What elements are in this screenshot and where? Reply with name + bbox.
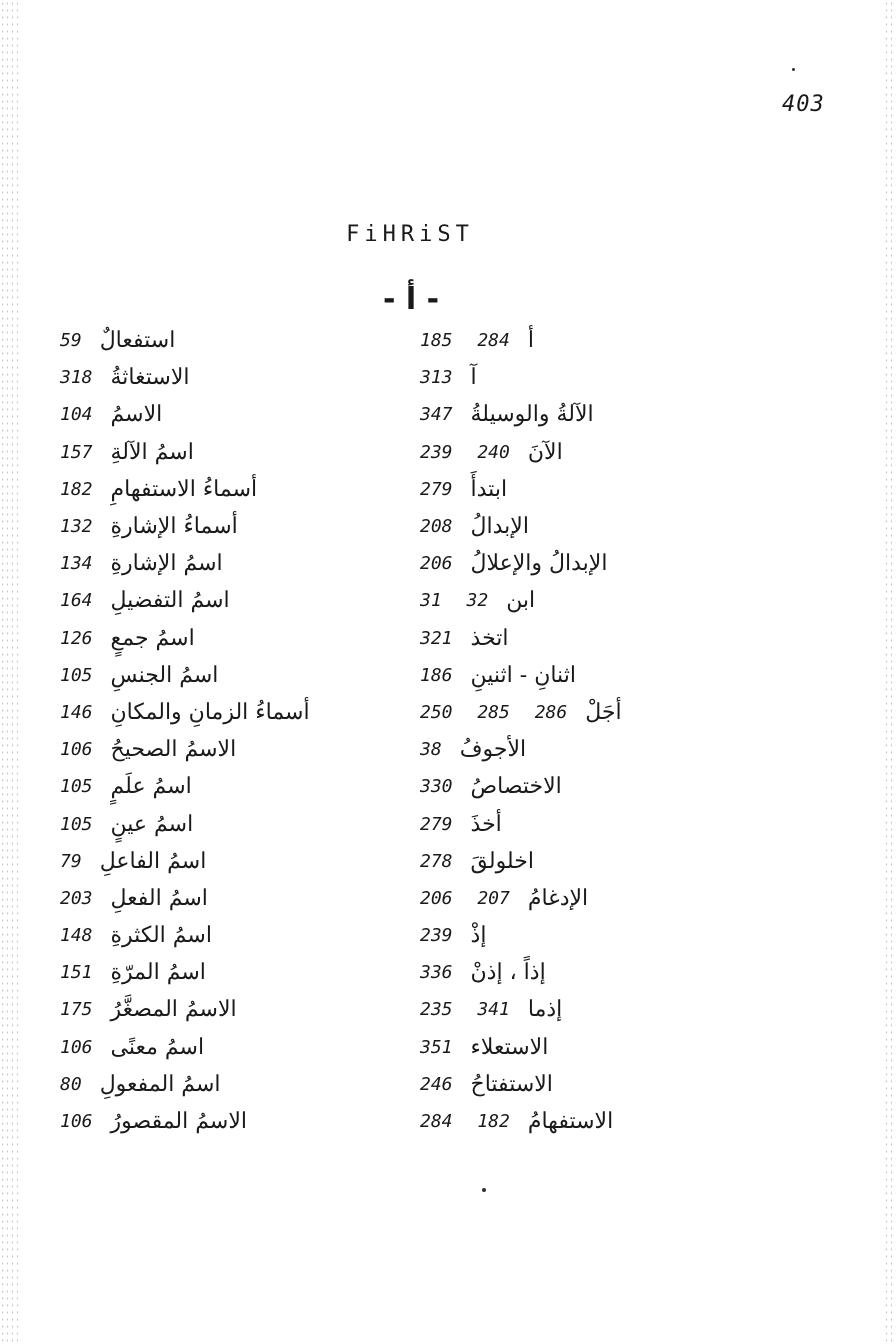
index-entry [60,396,345,433]
index-entry [60,657,345,694]
index-page-refs: 80 [60,1073,82,1095]
index-term: اسمُ الإشارةِ [110,551,223,577]
index-page-refs: 278 [420,850,453,872]
index-entry [60,1066,345,1103]
index-entry [60,359,345,396]
index-term: الإبدالُ [470,514,529,540]
index-page-refs: 279 [420,478,453,500]
index-term: الاسمُ الصحيحُ [110,737,237,763]
index-entry [420,1029,725,1066]
index-term: اسمُ الكثرةِ [110,923,212,949]
index-term: الاستعلاء [470,1034,549,1060]
index-entry [60,805,345,842]
index-entry [420,620,725,657]
index-page-refs: 148 [60,925,93,947]
index-page-refs: 336 [420,962,453,984]
index-entry [420,954,725,991]
index-page-refs: 38 [420,739,442,761]
index-page-refs: 284 182 [420,1111,510,1133]
index-entry [420,471,725,508]
index-page-refs: 235 341 [420,999,510,1021]
index-entry [420,545,725,582]
index-page-refs: 185 284 [420,330,510,352]
index-entry [420,843,725,880]
index-entry [60,582,345,619]
index-entry [60,508,345,545]
index-page-refs: 186 [420,664,453,686]
index-entry [420,768,725,805]
index-entry [420,1103,725,1140]
index-entry [420,731,725,768]
index-term: الاستغاثةُ [110,365,190,391]
index-term: اسمُ معنًى [110,1034,205,1060]
index-entry [60,545,345,582]
index-page-refs: 208 [420,516,453,538]
index-column-right [420,322,725,1140]
index-term: اسمُ التفضيلِ [110,588,230,614]
index-entry [60,1103,345,1140]
index-term: اسمُ عينٍ [110,811,194,837]
index-term: ابن [506,588,536,614]
index-page-refs: 206 [420,553,453,575]
section-letter: - أ - [382,282,440,317]
index-page-refs: 134 [60,553,93,575]
index-page-refs: 106 [60,739,93,761]
index-entry [60,1029,345,1066]
index-term: أجَلْ [585,699,622,725]
index-entry [420,657,725,694]
index-page-refs: 151 [60,962,93,984]
index-term: الآنَ [527,439,563,465]
index-page-refs: 330 [420,776,453,798]
index-term: الاختصاصُ [470,774,562,800]
index-term: الاسمُ المقصورُ [110,1109,247,1135]
index-term: الإبدالُ والإعلالُ [470,551,608,577]
index-term: اسمُ جمعٍ [110,625,195,651]
index-page-refs: 321 [420,627,453,649]
index-entry [420,880,725,917]
index-page-refs: 246 [420,1073,453,1095]
index-entry [420,359,725,396]
index-page-refs: 104 [60,404,93,426]
index-term: اخلولقَ [470,848,534,874]
index-term: أسماءُ الاستفهامِ [110,476,258,502]
index-entry [60,694,345,731]
index-entry [420,917,725,954]
index-entry [60,954,345,991]
index-page-refs: 239 240 [420,441,510,463]
index-page-refs: 318 [60,367,93,389]
index-term: اسمُ الجنسِ [110,662,219,688]
index-term: اثنانِ - اثنينِ [470,662,576,688]
index-page-refs: 105 [60,776,93,798]
scan-edge-right [884,0,896,1344]
index-entry [420,582,725,619]
index-term: أ [527,328,534,354]
index-entry [420,694,725,731]
index-page-refs: 106 [60,1111,93,1133]
index-entry [60,434,345,471]
index-term: الاستفهامُ [527,1109,614,1135]
index-entry [420,805,725,842]
index-page-refs: 132 [60,516,93,538]
index-entry [60,768,345,805]
index-term: اسمُ الفعلِ [110,885,208,911]
index-term: الآلةُ والوسيلةُ [470,402,594,428]
index-page-refs: 164 [60,590,93,612]
page-title: FiHRiST [346,222,474,247]
index-entry [420,508,725,545]
index-term: أسماءُ الزمانِ والمكانِ [110,699,310,725]
index-term: اسمُ علَمٍ [110,774,192,800]
index-entry [420,991,725,1028]
index-page-refs: 31 32 [420,590,489,612]
index-term: اسمُ الفاعلِ [99,848,207,874]
index-page-refs: 206 207 [420,887,510,909]
index-term: إذما [527,997,563,1023]
index-page-refs: 146 [60,701,93,723]
index-page-refs: 105 [60,664,93,686]
index-term: ابتدأَ [470,476,508,502]
index-term: اسمُ الآلةِ [110,439,194,465]
index-page-refs: 250 285 286 [420,701,568,723]
index-term: الاسمُ المصغَّرُ [110,997,237,1023]
index-entry [60,620,345,657]
index-term: الاستفتاحُ [470,1071,553,1097]
ink-speck [482,1188,486,1192]
index-page-refs: 157 [60,441,93,463]
index-page-refs: 175 [60,999,93,1021]
index-page-refs: 347 [420,404,453,426]
index-entry [60,917,345,954]
index-term: إذاً ، إذنْ [470,960,546,986]
index-page-refs: 313 [420,367,453,389]
index-term: اسمُ المرّةِ [110,960,206,986]
index-entry [420,322,725,359]
index-term: أسماءُ الإشارةِ [110,514,238,540]
index-page-refs: 279 [420,813,453,835]
index-term: الأجوفُ [459,737,527,763]
index-term: الإدغامُ [527,885,589,911]
index-page-refs: 239 [420,925,453,947]
index-entry [420,434,725,471]
index-column-left [60,322,345,1140]
index-page-refs: 105 [60,813,93,835]
index-page-refs: 182 [60,478,93,500]
index-entry [60,991,345,1028]
index-term: اتخذ [470,625,509,651]
index-entry [60,731,345,768]
index-entry [420,1066,725,1103]
index-entry [420,396,725,433]
index-term: الاسمُ [110,402,163,428]
index-page-refs: 351 [420,1036,453,1058]
index-term: أخذَ [470,811,502,837]
index-term: استفعالٌ [99,328,176,354]
index-entry [60,322,345,359]
index-page-refs: 203 [60,887,93,909]
ink-speck [792,68,795,71]
index-page-refs: 59 [60,330,82,352]
index-entry [60,471,345,508]
index-term: اسمُ المفعولِ [99,1071,221,1097]
index-page-refs: 126 [60,627,93,649]
index-entry [60,880,345,917]
index-page-refs: 106 [60,1036,93,1058]
scan-edge-left [0,0,18,1344]
page-number: 403 [782,92,825,117]
index-term: إذْ [470,923,487,949]
index-entry [60,843,345,880]
index-page-refs: 79 [60,850,82,872]
index-term: آ [470,365,477,391]
